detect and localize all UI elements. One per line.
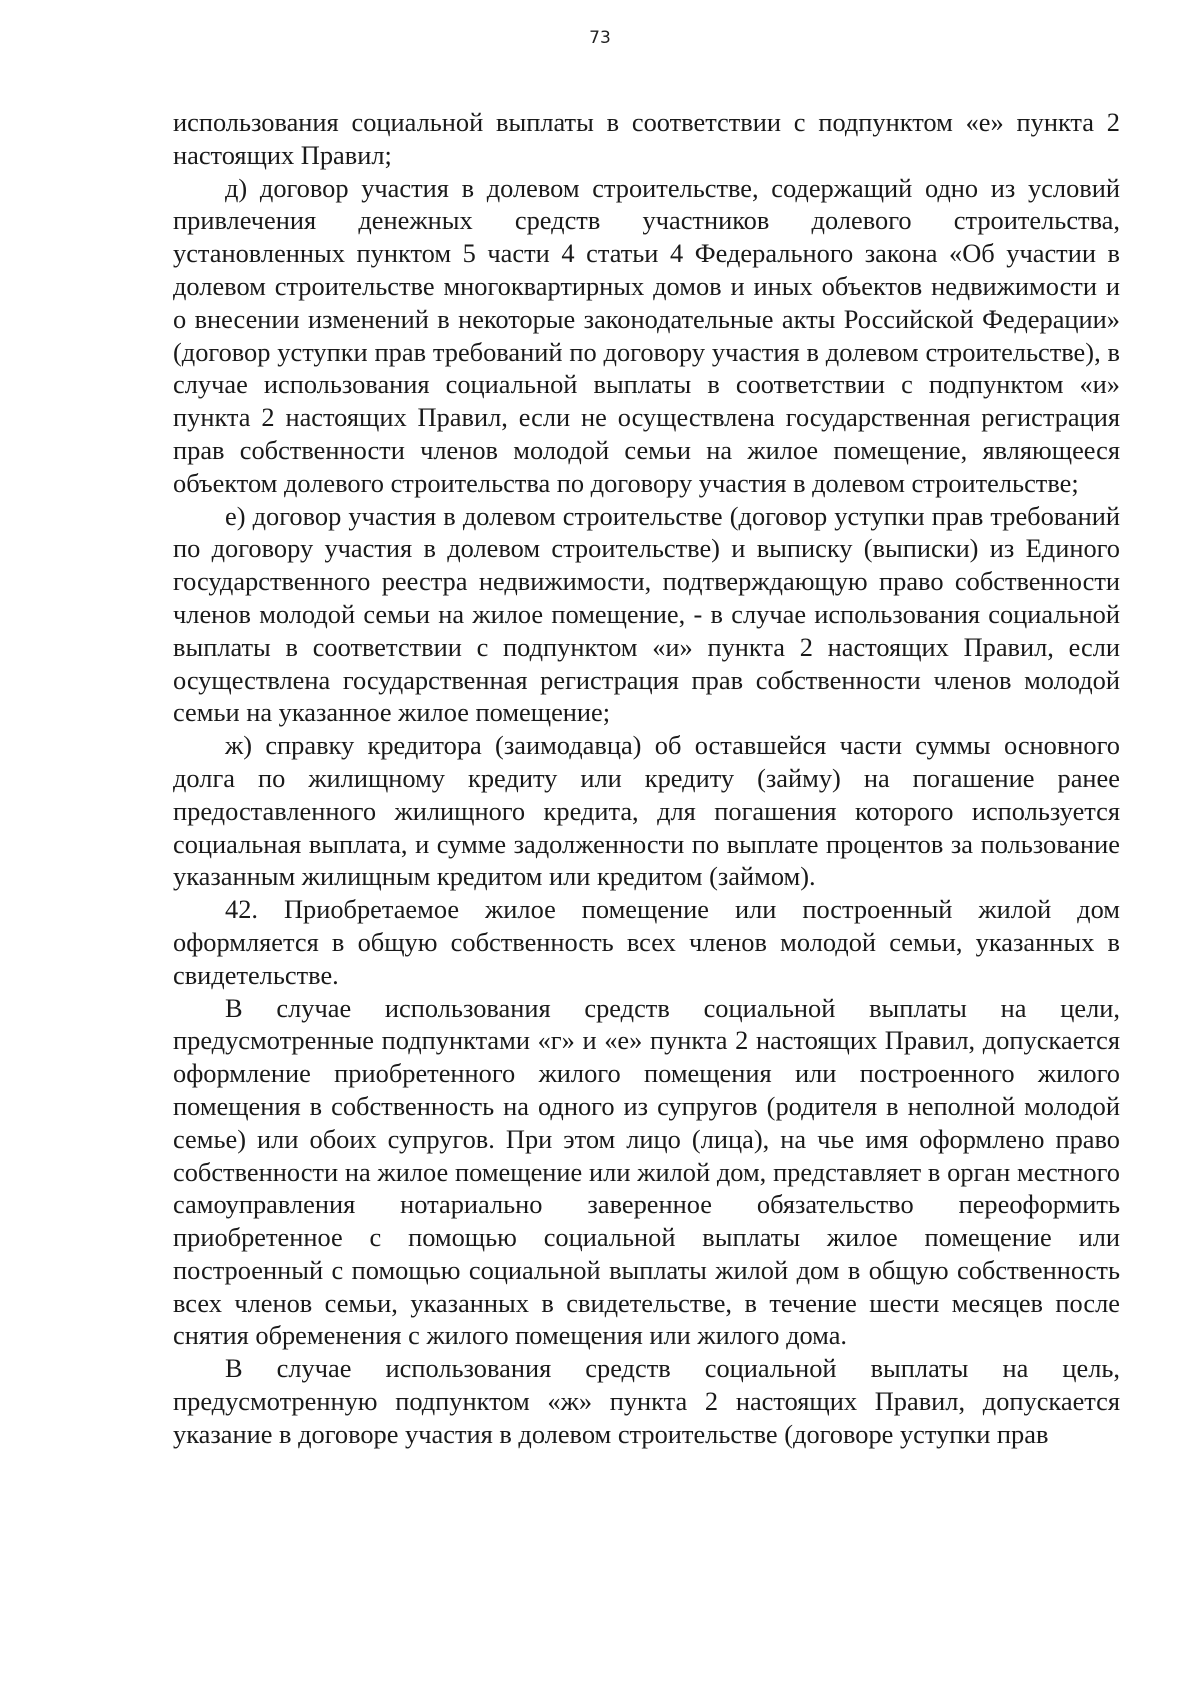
paragraph-clause-42: 42. Приобретаемое жилое помещение или построенный жилой дом оформляется в общую собственность всех членов молодой семьи, указанных в свидетельстве.: [173, 894, 1120, 990]
paragraph-continuation: использования социальной выплаты в соответствии с подпунктом «е» пункта 2 настоящих Правил;: [173, 107, 1120, 170]
paragraph-case-zh: В случае использования средств социальной выплаты на цель, предусмотренную подпунктом «ж» пункта 2 настоящих Правил, допускается указание в договоре участия в долевом строительстве (договоре уступки прав: [173, 1353, 1120, 1449]
paragraph-item-zh: ж) справку кредитора (заимодавца) об оставшейся части суммы основного долга по жилищному кредиту или кредиту (займу) на погашение ранее предоставленного жилищного кредита, для погашения которого используется социальная выплата, и сумме задолженности по выплате процентов за пользование указанным жилищным кредитом или кредитом (займом).: [173, 730, 1120, 892]
document-body: [173, 106, 1120, 1451]
paragraph-item-e: е) договор участия в долевом строительстве (договор уступки прав требований по договору участия в долевом строительстве) и выписку (выписки) из Единого государственного реестра недвижимости, подтверждающую право собственности членов молодой семьи на жилое помещение, - в случае использования социальной выплаты в соответствии с подпунктом «и» пункта 2 настоящих Правил, если осуществлена государственная регистрация прав собственности членов молодой семьи на указанное жилое помещение;: [173, 500, 1120, 728]
paragraph-item-d: д) договор участия в долевом строительстве, содержащий одно из условий привлечения денежных средств участников долевого строительства, установленных пунктом 5 части 4 статьи 4 Федерального закона «Об участии в долевом строительстве многоквартирных домов и иных объектов недвижимости и о внесении изменений в некоторые законодательные акты Российской Федерации» (договор уступки прав требований по договору участия в долевом строительстве), в случае использования социальной выплаты в соответствии с подпунктом «и» пункта 2 настоящих Правил, если не осуществлена государственная регистрация прав собственности членов молодой семьи на жилое помещение, являющееся объектом долевого строительства по договору участия в долевом строительстве;: [173, 172, 1120, 498]
paragraph-case-g-e: В случае использования средств социальной выплаты на цели, предусмотренные подпунктами «г» и «е» пункта 2 настоящих Правил, допускается оформление приобретенного жилого помещения или построенного жилого помещения в собственность на одного из супругов (родителя в неполной молодой семье) или обоих супругов. При этом лицо (лица), на чье имя оформлено право собственности на жилое помещение или жилой дом, представляет в орган местного самоуправления нотариально заверенное обязательство переоформить приобретенное с помощью социальной выплаты жилое помещение или построенный с помощью социальной выплаты жилой дом в общую собственность всех членов семьи, указанных в свидетельстве, в течение шести месяцев после снятия обременения с жилого помещения или жилого дома.: [173, 992, 1120, 1351]
page-number: 73: [589, 28, 611, 48]
